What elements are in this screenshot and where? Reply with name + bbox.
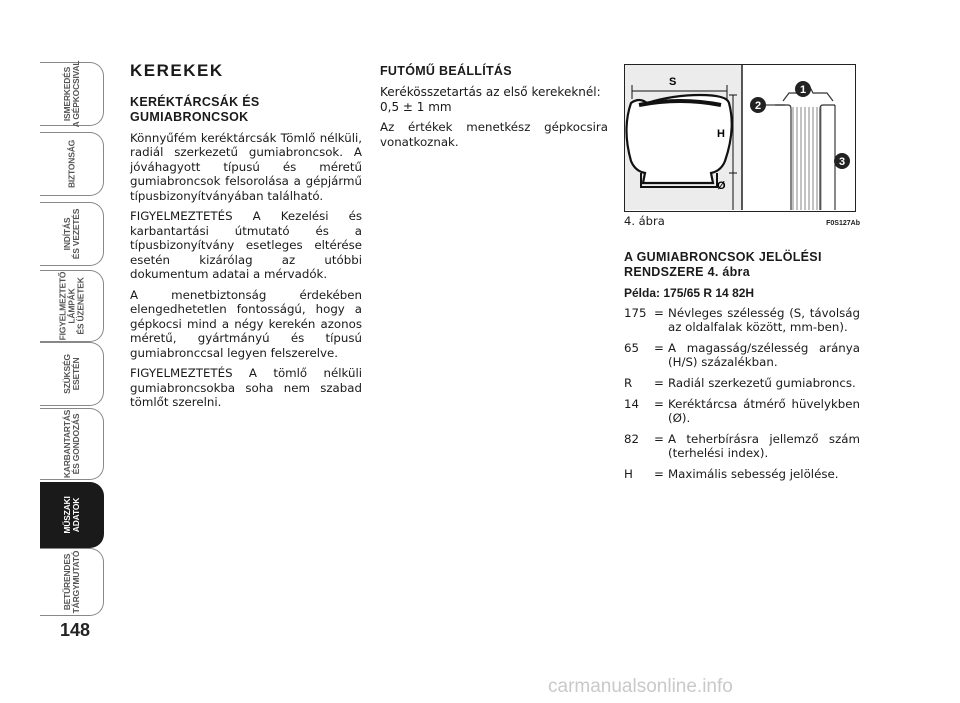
tab-muszaki-adatok[interactable] — [40, 482, 104, 548]
section-title: KEREKEK — [130, 61, 224, 80]
definition-equals: = — [654, 376, 664, 390]
definition-row — [624, 376, 860, 390]
column-alignment — [380, 64, 608, 155]
definition-text: Keréktárcsa átmérő hüvelykben (Ø). — [668, 397, 860, 425]
figure-code: F0S127Ab — [826, 220, 860, 227]
callout-3: 3 — [838, 156, 846, 168]
paragraph: A menetbiztonság érdekében elengedhetetlen fontosságú, hogy a gépkocsi mind a négy kerekén azonos méretű, gyártmányú és típusú gumiabronccsal legyen felszerelve. — [130, 287, 362, 360]
toe-in-label: Kerékösszetartás az első kerekeknél: — [380, 85, 601, 99]
definition-equals: = — [654, 306, 664, 320]
watermark: carmanualsonline.info — [548, 676, 733, 697]
tab-label: INDÍTÁS ÉS VEZETÉS — [61, 208, 81, 260]
definition-equals: = — [654, 397, 664, 411]
definition-text: A magasság/szélesség aránya (H/S) százalékban. — [668, 341, 860, 369]
tire-example: Példa: 175/65 R 14 82H — [624, 285, 755, 300]
definition-code: R — [624, 376, 633, 390]
tab-label: MŰSZAKI ADATOK — [61, 496, 81, 534]
definition-code: 14 — [624, 397, 640, 411]
column-tire-marking — [624, 64, 860, 488]
definition-equals: = — [654, 467, 664, 481]
tab-label: ISMERKEDÉS A GÉPKOCSIVAL — [61, 60, 81, 128]
subsection-title: FUTÓMŰ BEÁLLÍTÁS — [380, 64, 512, 78]
definition-row — [624, 432, 860, 460]
definition-text: Maximális sebesség jelölése. — [668, 467, 839, 481]
definition-text: A teherbírásra jellemző szám (terhelési index). — [668, 432, 860, 460]
tire-diagram — [625, 65, 854, 210]
sidewall-markings — [793, 107, 821, 210]
callout-1: 1 — [799, 84, 807, 96]
paragraph: FIGYELMEZTETÉS A tömlő nélküli gumiabroncsokba soha nem szabad tömlőt szerelni. — [130, 366, 362, 409]
tab-label: FIGYELMEZTETŐ LÁMPÁK ÉS ÜZENETEK — [57, 271, 85, 341]
definition-row — [624, 467, 860, 481]
definition-code: 175 — [624, 306, 647, 320]
tab-figyelmezteto[interactable] — [40, 270, 104, 342]
tab-label: SZÜKSÉG ESETÉN — [61, 354, 81, 394]
definition-row — [624, 306, 860, 334]
tab-betu-rendes[interactable] — [40, 548, 104, 616]
tab-label: BIZTONSÁG — [66, 139, 76, 189]
callout-2: 2 — [754, 100, 762, 112]
tire-outline — [627, 95, 732, 183]
figure-caption-row — [624, 214, 860, 232]
rim-profile-left — [775, 105, 791, 210]
definition-row — [624, 341, 860, 369]
definition-equals: = — [654, 432, 664, 446]
tab-label: KARBANTARTÁS ÉS GONDOZÁS — [61, 409, 81, 479]
label-diameter: Ø — [717, 180, 726, 192]
paragraph: Az értékek menetkész gépkocsira vonatkoznak. — [380, 120, 608, 149]
rim-profile-right — [820, 105, 835, 210]
definition-code: 82 — [624, 432, 640, 446]
paragraph: FIGYELMEZTETÉS A Kezelési és karbantartási útmutató és a típusbizonyítvány esetleges eltérése esetén kizárólag az utóbbi dokumentum adatai a mérvadók. — [130, 209, 362, 281]
definition-code: H — [624, 467, 633, 481]
figure-caption: 4. ábra — [624, 214, 665, 228]
toe-in-value: 0,5 ± 1 mm — [380, 99, 452, 114]
tire-figure — [624, 64, 856, 212]
column-wheels — [130, 61, 362, 416]
subsection-title: KERÉKTÁRCSÁK ÉS GUMIABRONCSOK — [130, 94, 260, 124]
tab-ismerkedes[interactable] — [40, 62, 104, 126]
label-s: S — [669, 76, 677, 88]
paragraph: Könnyűfém keréktárcsák Tömlő nélküli, radiál szerkezetű gumiabroncsok. A jóváhagyott típusú és méretű gumiabroncsok felsorolása a gépjármű típusbizonyítványában található. — [130, 130, 362, 203]
tab-karbantartas[interactable] — [40, 408, 104, 480]
definition-code: 65 — [624, 341, 640, 355]
subsection-title: A GUMIABRONCSOK JELÖLÉSI RENDSZERE 4. ábra — [624, 249, 822, 279]
page-number: 148 — [60, 620, 91, 640]
tab-szukseg[interactable] — [40, 342, 104, 406]
label-h: H — [717, 128, 725, 140]
tab-biztonsag[interactable] — [40, 132, 104, 196]
definition-text: Radiál szerkezetű gumiabroncs. — [668, 376, 856, 390]
tab-label: BETŰRENDES TÁRGYMUTATÓ — [61, 550, 81, 614]
tab-inditas[interactable] — [40, 202, 104, 266]
definition-text: Névleges szélesség (S, távolság az oldalfalak között, mm-ben). — [668, 306, 860, 334]
definition-row — [624, 397, 860, 425]
definition-equals: = — [654, 341, 664, 355]
